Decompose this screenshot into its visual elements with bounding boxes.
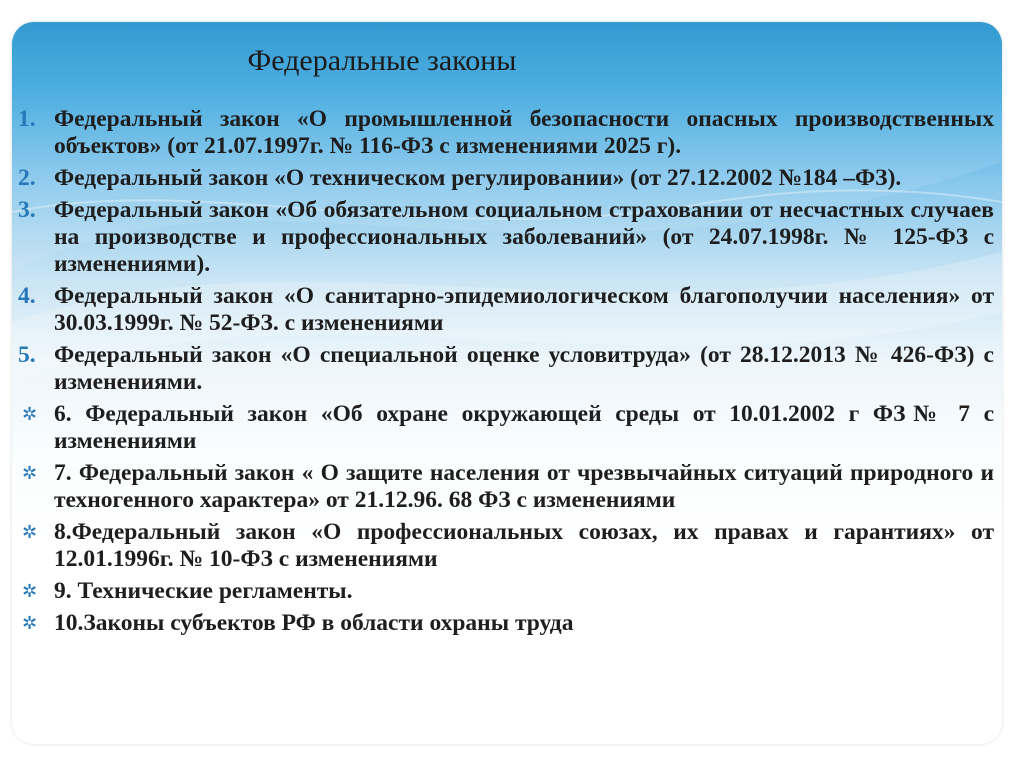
list-item-text: Федеральный закон «О санитарно-эпидемиологическом благополучии населения» от 30.03.1999г. № 52-ФЗ. с изменениями	[54, 283, 994, 336]
star-bullet-icon: ✲	[22, 463, 38, 483]
list-item-text: 10.Законы субъектов РФ в области охраны труда	[54, 610, 574, 636]
list-item	[18, 283, 994, 337]
list-number: 2.	[18, 165, 36, 191]
list-item	[18, 610, 994, 637]
list-item	[18, 460, 994, 514]
list-item	[18, 165, 994, 192]
list-item-text: Федеральный закон «О техническом регулировании» (от 27.12.2002 №184 –ФЗ).	[54, 165, 902, 191]
list-item-text: 8.Федеральный закон «О профессиональных союзах, их правах и гарантиях» от 12.01.1996г. № 10-ФЗ с изменениями	[54, 519, 994, 572]
star-bullet-icon: ✲	[22, 522, 38, 542]
list-item-text: 7. Федеральный закон « О защите населения от чрезвычайных ситуаций природного и техногенного характера» от 21.12.96. 68 ФЗ с изменениями	[54, 460, 994, 513]
list-number: 4.	[18, 283, 36, 309]
star-bullet-icon: ✲	[22, 404, 38, 424]
list-item	[18, 197, 994, 278]
list-item-text: 6. Федеральный закон «Об охране окружающей среды от 10.01.2002 г ФЗ№ 7 с изменениями	[54, 401, 994, 454]
list-number: 3.	[18, 197, 36, 223]
list-item-text: Федеральный закон «Об обязательном социальном страховании от несчастных случаев на производстве и профессиональных заболеваний» (от 24.07.1998г. № 125-ФЗ с изменениями).	[54, 197, 994, 277]
star-bullet-icon: ✲	[22, 613, 38, 633]
list-item	[18, 401, 994, 455]
list-item-text: Федеральный закон «О промышленной безопасности опасных производственных объектов» (от 21.07.1997г. № 116-ФЗ с изменениями 2025 г).	[54, 106, 994, 159]
list-item	[18, 106, 994, 160]
list-number: 5.	[18, 342, 36, 368]
list-item	[18, 519, 994, 573]
list-item	[18, 578, 994, 605]
star-bullet-icon: ✲	[22, 581, 38, 601]
law-list	[18, 106, 994, 642]
list-number: 1.	[18, 106, 36, 132]
list-item	[18, 342, 994, 396]
slide	[12, 22, 1002, 744]
list-item-text: Федеральный закон «О специальной оценке условитруда» (от 28.12.2013 № 426-ФЗ) с изменениями.	[54, 342, 994, 395]
slide-title: Федеральные законы	[247, 44, 517, 77]
list-item-text: 9. Технические регламенты.	[54, 578, 353, 604]
